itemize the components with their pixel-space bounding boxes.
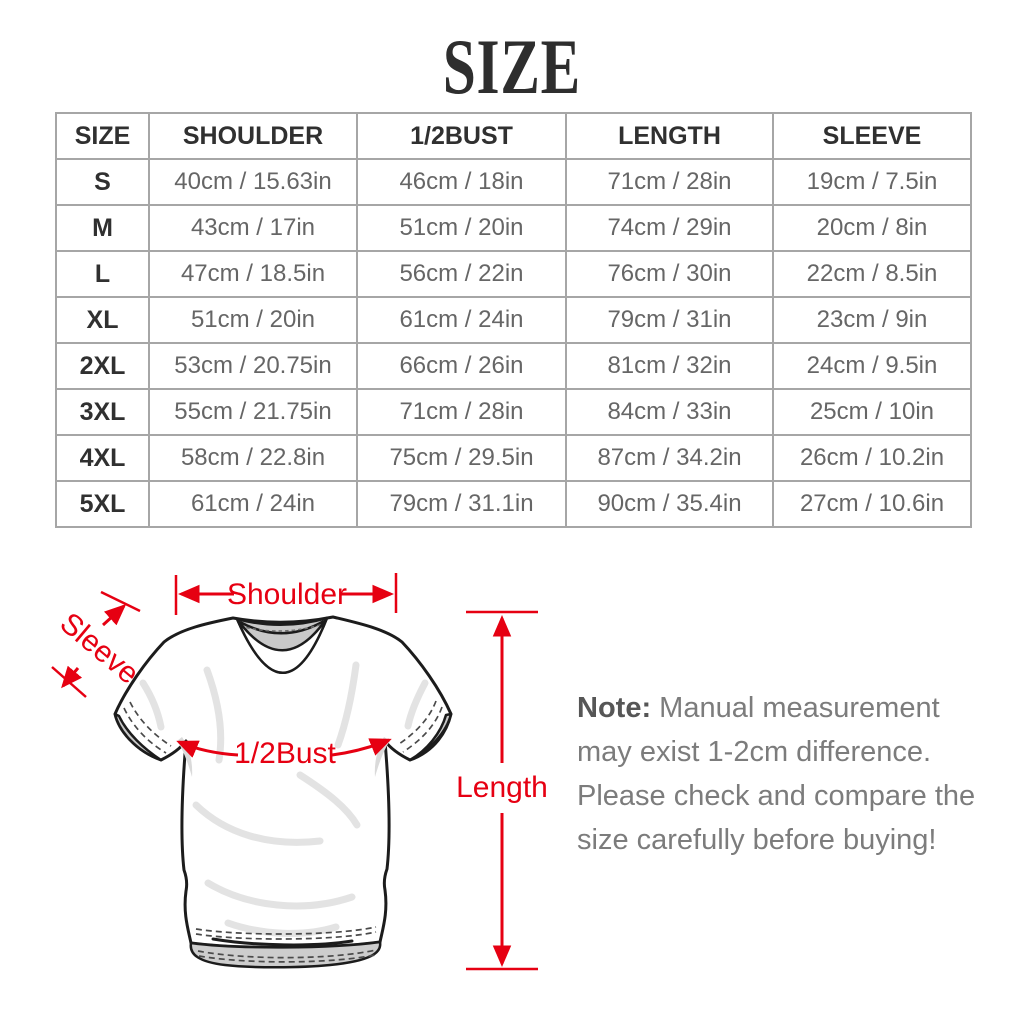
cell-shoulder: 51cm / 20in <box>149 297 357 343</box>
cell-length: 74cm / 29in <box>566 205 773 251</box>
note-text: Manual measurement may exist 1-2cm difference. Please check and compare the size carefully before buying! <box>577 692 976 856</box>
header-length: LENGTH <box>566 113 773 159</box>
header-shoulder: SHOULDER <box>149 113 357 159</box>
header-bust: 1/2BUST <box>357 113 566 159</box>
cell-length: 76cm / 30in <box>566 251 773 297</box>
table-row <box>56 389 971 435</box>
cell-shoulder: 43cm / 17in <box>149 205 357 251</box>
cell-bust: 61cm / 24in <box>357 297 566 343</box>
cell-bust: 56cm / 22in <box>357 251 566 297</box>
cell-size: 4XL <box>56 435 149 481</box>
table-row <box>56 297 971 343</box>
cell-sleeve: 25cm / 10in <box>773 389 971 435</box>
table-row <box>56 343 971 389</box>
length-label: Length <box>456 771 548 804</box>
table-row <box>56 159 971 205</box>
size-table <box>55 112 972 528</box>
table-row <box>56 205 971 251</box>
cell-bust: 66cm / 26in <box>357 343 566 389</box>
cell-length: 90cm / 35.4in <box>566 481 773 527</box>
cell-size: 2XL <box>56 343 149 389</box>
sleeve-measure-arrow <box>52 592 145 697</box>
cell-bust: 75cm / 29.5in <box>357 435 566 481</box>
cell-sleeve: 22cm / 8.5in <box>773 251 971 297</box>
cell-length: 81cm / 32in <box>566 343 773 389</box>
cell-length: 87cm / 34.2in <box>566 435 773 481</box>
header-size: SIZE <box>56 113 149 159</box>
cell-shoulder: 61cm / 24in <box>149 481 357 527</box>
cell-size: S <box>56 159 149 205</box>
table-header-row <box>56 113 971 159</box>
table-row <box>56 251 971 297</box>
cell-sleeve: 23cm / 9in <box>773 297 971 343</box>
shoulder-label: Shoulder <box>226 578 348 611</box>
cell-sleeve: 19cm / 7.5in <box>773 159 971 205</box>
bust-label: 1/2Bust <box>234 737 336 770</box>
cell-shoulder: 53cm / 20.75in <box>149 343 357 389</box>
cell-bust: 51cm / 20in <box>357 205 566 251</box>
cell-size: 3XL <box>56 389 149 435</box>
cell-size: M <box>56 205 149 251</box>
length-measure-arrow <box>456 612 548 969</box>
cell-sleeve: 24cm / 9.5in <box>773 343 971 389</box>
cell-size: XL <box>56 297 149 343</box>
note-label: Note: <box>577 692 652 724</box>
tshirt-illustration <box>115 617 451 967</box>
cell-shoulder: 47cm / 18.5in <box>149 251 357 297</box>
shoulder-measure-arrow <box>176 573 396 615</box>
cell-length: 71cm / 28in <box>566 159 773 205</box>
cell-sleeve: 26cm / 10.2in <box>773 435 971 481</box>
cell-size: L <box>56 251 149 297</box>
cell-shoulder: 40cm / 15.63in <box>149 159 357 205</box>
cell-size: 5XL <box>56 481 149 527</box>
cell-shoulder: 58cm / 22.8in <box>149 435 357 481</box>
table-row <box>56 481 971 527</box>
header-sleeve: SLEEVE <box>773 113 971 159</box>
cell-bust: 79cm / 31.1in <box>357 481 566 527</box>
page-title: SIZE <box>442 23 582 110</box>
cell-bust: 46cm / 18in <box>357 159 566 205</box>
cell-shoulder: 55cm / 21.75in <box>149 389 357 435</box>
measurement-note <box>577 686 981 862</box>
sleeve-label: Sleeve <box>53 606 146 691</box>
cell-length: 84cm / 33in <box>566 389 773 435</box>
cell-sleeve: 27cm / 10.6in <box>773 481 971 527</box>
cell-length: 79cm / 31in <box>566 297 773 343</box>
cell-bust: 71cm / 28in <box>357 389 566 435</box>
cell-sleeve: 20cm / 8in <box>773 205 971 251</box>
table-row <box>56 435 971 481</box>
